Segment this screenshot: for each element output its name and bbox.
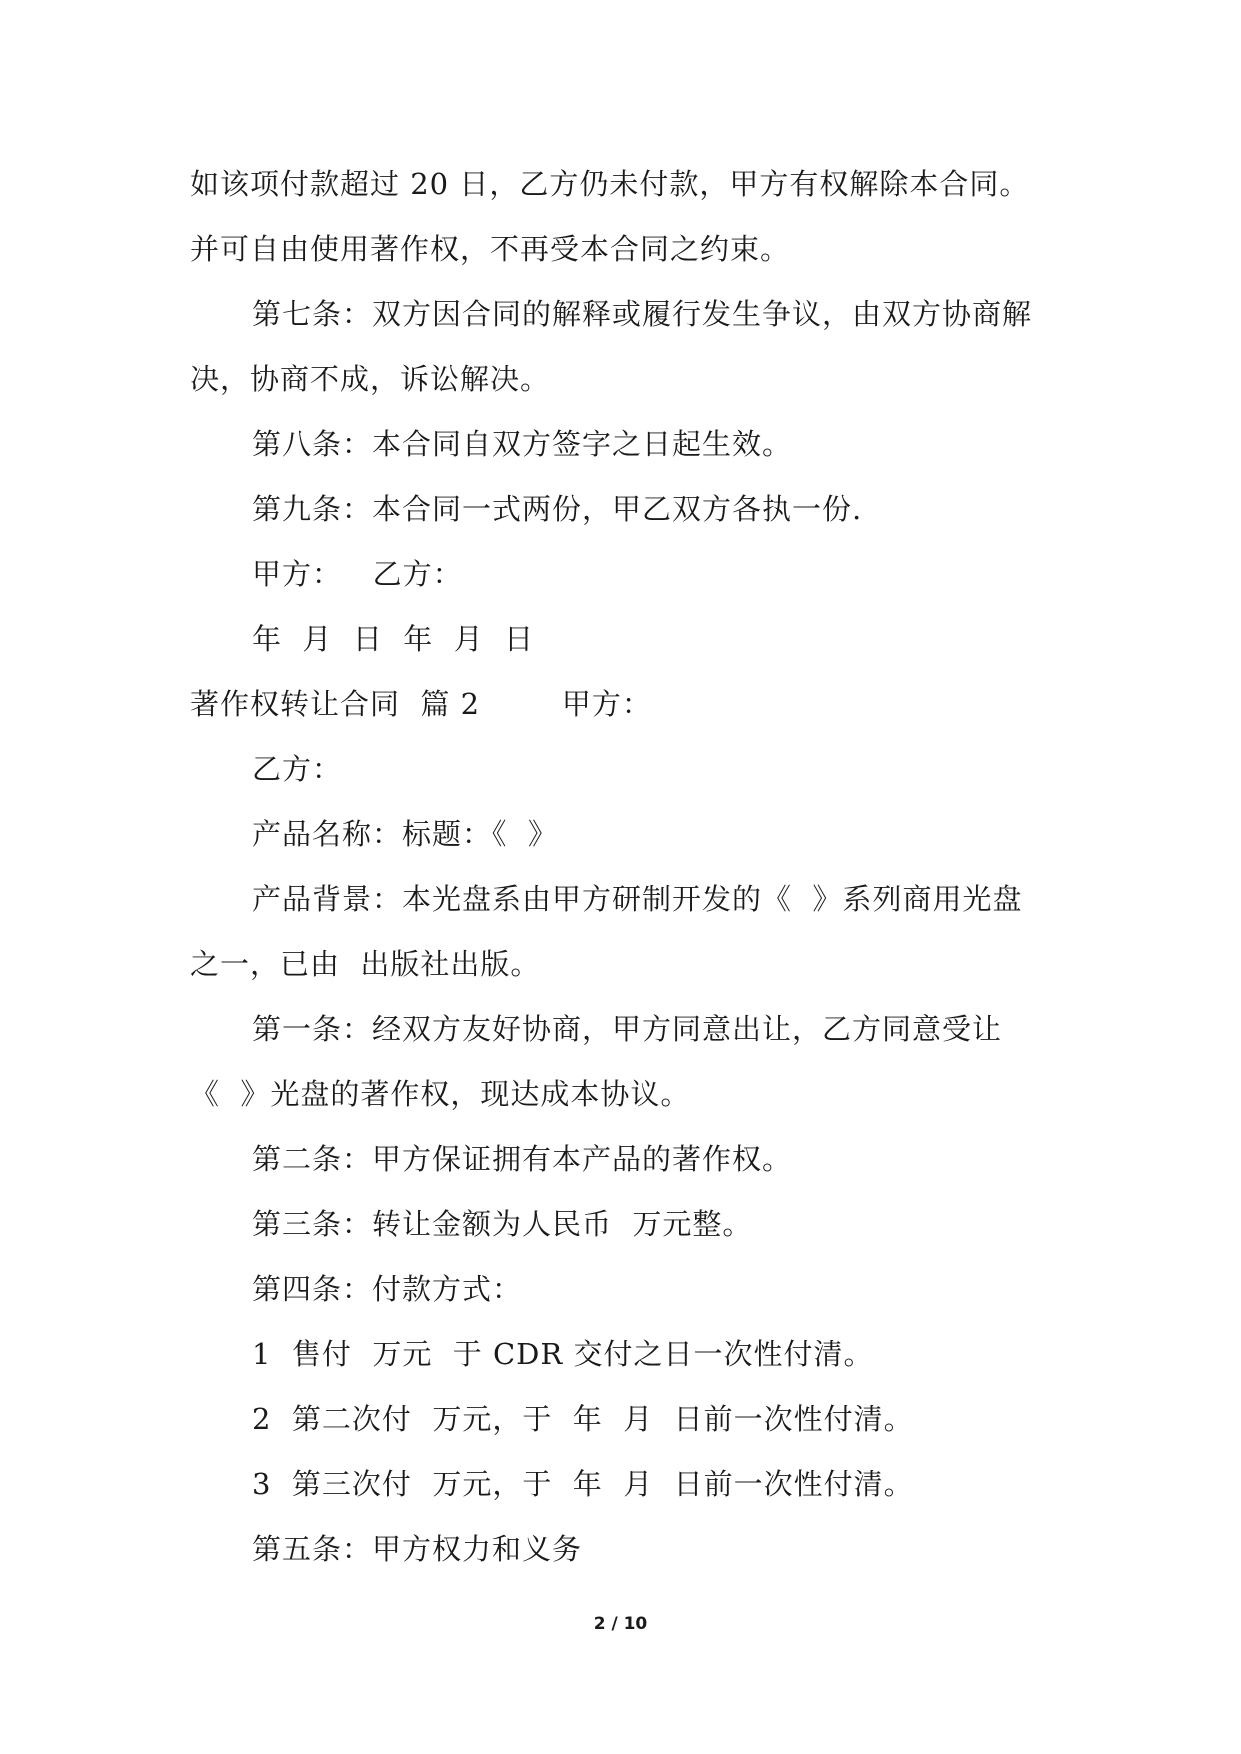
section-heading: 著作权转让合同 篇 2 甲方： <box>190 687 652 721</box>
text-line: 1 售付 万元 于 CDR 交付之日一次性付清。 <box>252 1337 874 1371</box>
text-line: 产品名称：标题：《 》 <box>252 817 558 851</box>
text-line: 第八条：本合同自双方签字之日起生效。 <box>252 427 793 461</box>
text-line: 第三条：转让金额为人民币 万元整。 <box>252 1207 753 1241</box>
text-line: 第九条：本合同一式两份，甲乙双方各执一份. <box>252 492 863 526</box>
text-line: 产品背景：本光盘系由甲方研制开发的《 》系列商用光盘 <box>252 882 1023 916</box>
text-line: 2 第二次付 万元，于 年 月 日前一次性付清。 <box>252 1402 914 1436</box>
text-line: 第一条：经双方友好协商，甲方同意出让，乙方同意受让 <box>252 1012 1003 1046</box>
page-number: 2 / 10 <box>593 1614 648 1634</box>
text-line: 第七条：双方因合同的解释或履行发生争议，由双方协商解 <box>252 297 1033 331</box>
text-line: 第二条：甲方保证拥有本产品的著作权。 <box>252 1142 793 1176</box>
text-line: 第四条：付款方式： <box>252 1272 523 1306</box>
text-line: 乙方： <box>252 752 343 786</box>
text-line: 年 月 日 年 月 日 <box>252 622 535 656</box>
text-line: 第五条：甲方权力和义务 <box>252 1532 583 1566</box>
text-line: 决，协商不成，诉讼解决。 <box>190 362 551 396</box>
text-line: 3 第三次付 万元，于 年 月 日前一次性付清。 <box>252 1467 914 1501</box>
text-line: 之一，已由 出版社出版。 <box>190 947 541 981</box>
text-line: 如该项付款超过 20 日，乙方仍未付款，甲方有权解除本合同。 <box>190 167 1030 201</box>
text-line: 并可自由使用著作权，不再受本合同之约束。 <box>190 232 791 266</box>
text-line: 《 》光盘的著作权，现达成本协议。 <box>190 1077 691 1111</box>
text-line: 甲方： 乙方： <box>252 557 463 591</box>
